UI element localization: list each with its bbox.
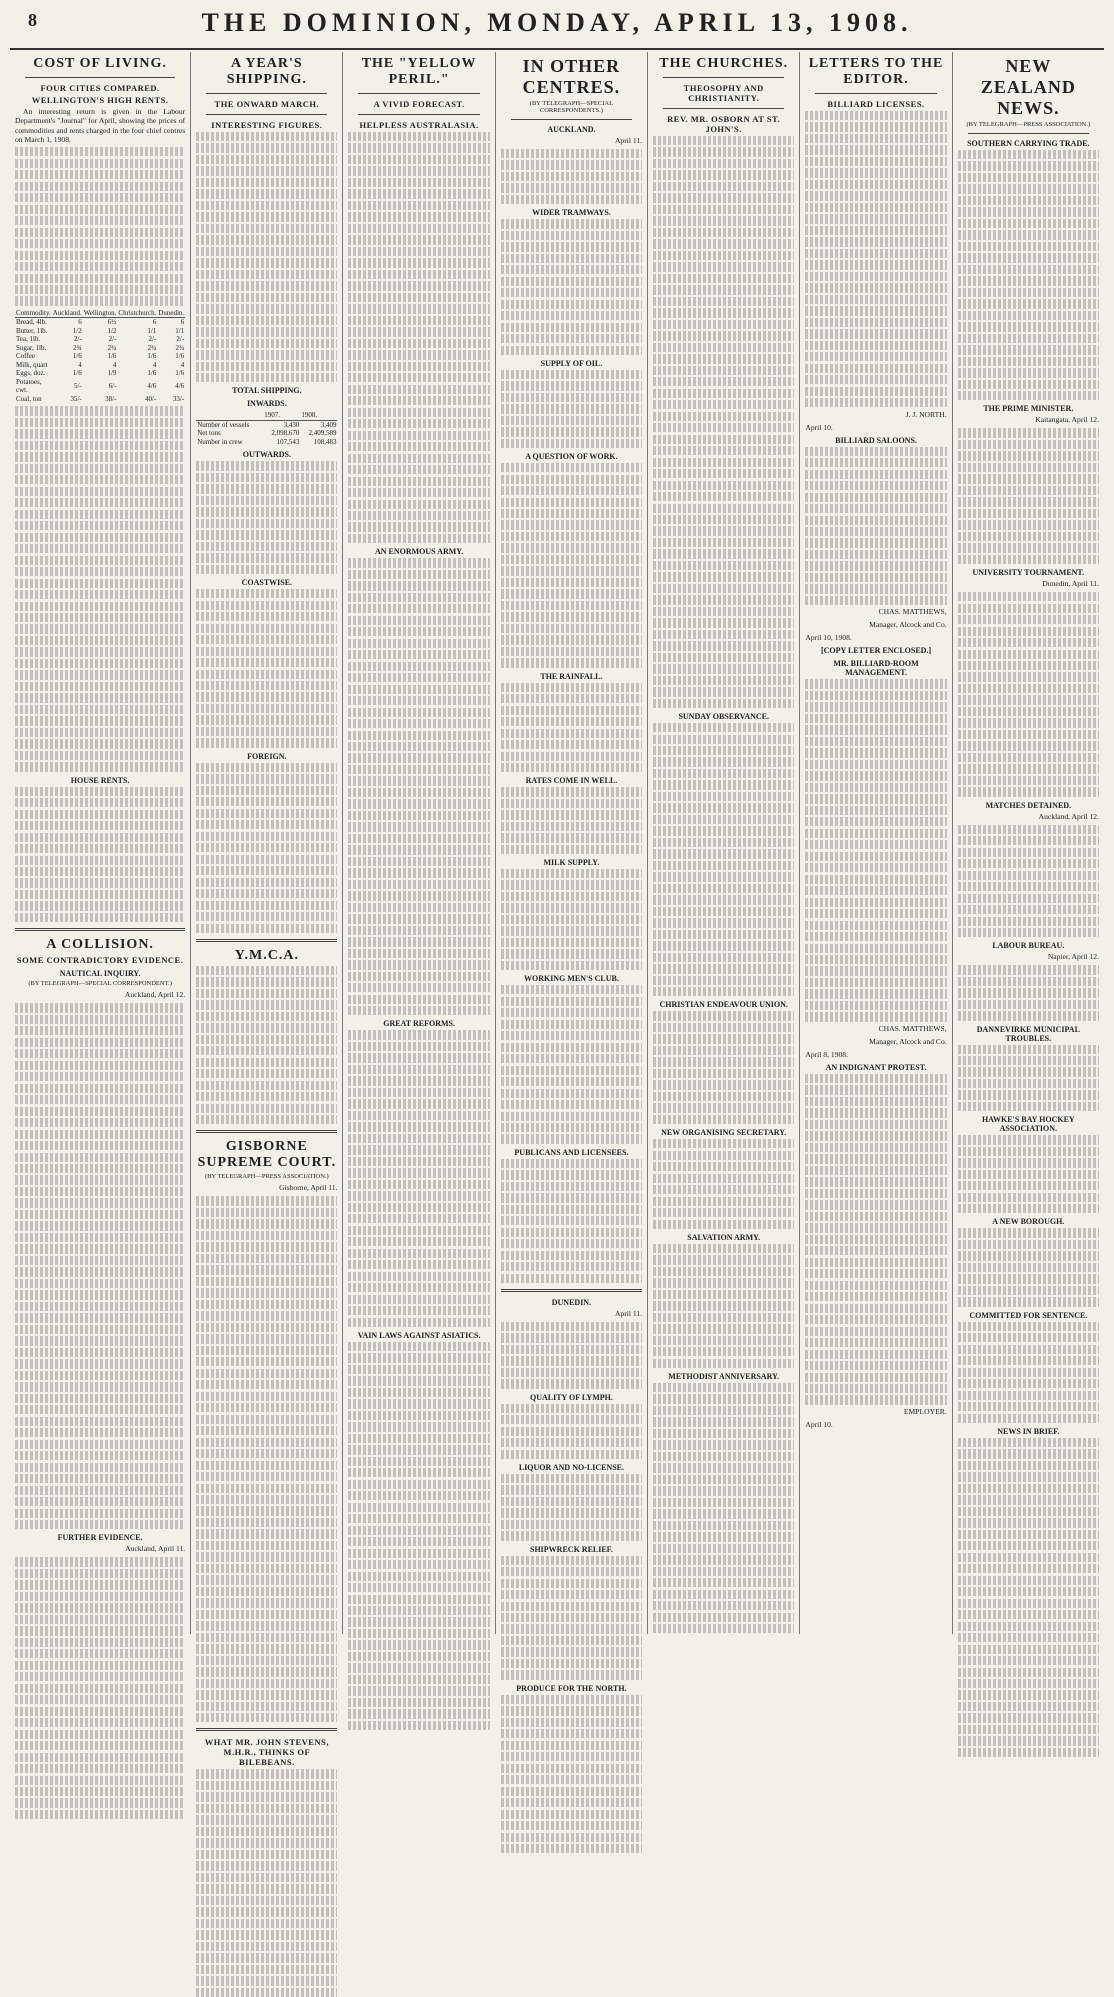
great-reforms-title: GREAT REFORMS.	[383, 1019, 455, 1029]
table-row: Milk, quart 4 4 4 4	[16, 360, 185, 369]
text-lines	[196, 132, 337, 382]
text-lines	[653, 1383, 794, 1633]
table-row: Net tons 2,098,670 2,409,589	[197, 429, 337, 438]
text-lines	[15, 1003, 185, 1529]
signature-north: J. J. NORTH.	[905, 409, 947, 419]
vain-laws-title: VAIN LAWS AGAINST ASIATICS.	[357, 1330, 481, 1340]
text-lines	[958, 965, 1099, 1020]
text-lines	[348, 1030, 489, 1326]
table-header: Wellington.	[83, 308, 117, 317]
university-title: UNIVERSITY TOURNAMENT.	[972, 568, 1085, 578]
table-row: Butter, 1lb. 1/2 1/2 1/1 1/1	[16, 326, 185, 335]
text-lines	[958, 1045, 1099, 1112]
column-nz-news	[953, 52, 1104, 1634]
copy-letter-note: [COPY LETTER ENCLOSED.]	[820, 646, 932, 656]
text-lines	[501, 219, 642, 355]
subhead: SHIPWRECK RELIEF.	[530, 1544, 613, 1554]
shipping-heading: A YEAR'S SHIPPING.	[226, 56, 307, 87]
text-lines	[501, 1404, 642, 1459]
indignant-protest-title: AN INDIGNANT PROTEST.	[825, 1062, 927, 1072]
newspaper-title: THE DOMINION, MONDAY, APRIL 13, 1908.	[201, 8, 913, 37]
auckland-title: AUCKLAND.	[547, 125, 596, 134]
text-lines	[196, 966, 337, 1125]
dunedin-date: April 11.	[614, 1308, 643, 1318]
collision-credit: (BY TELEGRAPH—SPECIAL CORRESPONDENT.)	[28, 980, 172, 988]
text-lines	[501, 1474, 642, 1541]
inwards-title: INWARDS.	[246, 399, 287, 409]
matthews-role: Manager, Alcock and Co.	[869, 620, 947, 630]
house-rents-title: HOUSE RENTS.	[70, 775, 130, 785]
text-lines	[501, 787, 642, 854]
column-other-centres	[496, 52, 648, 1693]
text-lines	[196, 763, 337, 933]
management-title: MR. BILLIARD-ROOM MANAGEMENT.	[833, 659, 919, 678]
commodity-table	[15, 309, 185, 404]
nautical-inquiry-title: NAUTICAL INQUIRY.	[59, 969, 141, 979]
column-letters	[800, 52, 952, 1634]
text-lines	[15, 406, 185, 771]
news-in-brief-title: NEWS IN BRIEF.	[997, 1426, 1060, 1436]
date-april-10-b: April 10.	[805, 1419, 833, 1429]
table-row: Bread, 4lb. 6 6½ 6 6	[16, 318, 185, 327]
labour-dateline: Napier, April 12.	[1047, 952, 1099, 962]
text-lines	[958, 150, 1099, 400]
nz-news-credit: (BY TELEGRAPH—PRESS ASSOCIATION.)	[966, 121, 1091, 128]
billiard-licenses-subheading: BILLIARD LICENSES.	[827, 99, 925, 109]
text-lines	[653, 723, 794, 996]
text-lines	[653, 1244, 794, 1368]
table-row: Number in crew 107,543 108,483	[197, 437, 337, 446]
other-centres-heading: IN OTHER CENTRES.	[522, 56, 621, 97]
text-lines	[805, 679, 946, 1021]
prime-minister-title: THE PRIME MINISTER.	[983, 404, 1074, 414]
column-churches	[648, 52, 800, 1634]
text-lines	[805, 447, 946, 606]
four-cities-subheading: FOUR CITIES COMPARED.	[40, 83, 160, 93]
signature-matthews-2: CHAS. MATTHEWS,	[878, 1023, 947, 1033]
table-row: Potatoes, cwt. 5/- 6/- 4/6 4/6	[16, 377, 185, 395]
subhead: QUALITY OF LYMPH.	[529, 1392, 613, 1402]
text-lines	[958, 1228, 1099, 1306]
nz-news-heading: NEW ZEALAND NEWS.	[980, 56, 1076, 118]
text-lines	[958, 825, 1099, 938]
onward-march-subheading: THE ONWARD MARCH.	[214, 99, 320, 109]
auckland-date: April 11.	[614, 136, 643, 145]
text-lines	[501, 985, 642, 1144]
shipping-table: 1907. 1908. Number of vessels 3,430 3,409 Net tons 2,098,670 2,409,589 Number in crew 107,543 108,483	[197, 411, 337, 446]
text-lines	[348, 558, 489, 1015]
subhead: MILK SUPPLY.	[543, 858, 600, 867]
subhead: SUPPLY OF OIL.	[540, 358, 603, 368]
text-lines	[348, 132, 489, 543]
text-lines	[501, 869, 642, 970]
text-lines	[958, 1322, 1099, 1423]
text-lines	[501, 463, 642, 668]
table-row: Coal, ton 35/- 38/- 40/- 33/-	[16, 394, 185, 403]
yellow-peril-heading: THE "YELLOW PERIL."	[361, 56, 477, 87]
court-dateline: Gisborne, April 11.	[279, 1183, 338, 1193]
sunday-observance-title: SUNDAY OBSERVANCE.	[678, 712, 769, 722]
new-borough-title: A NEW BOROUGH.	[992, 1217, 1065, 1227]
text-lines	[501, 683, 642, 773]
letters-heading: LETTERS TO THE EDITOR.	[808, 56, 944, 87]
enormous-army-title: AN ENORMOUS ARMY.	[374, 547, 464, 557]
text-lines	[501, 149, 642, 204]
masthead	[10, 4, 1104, 50]
subhead: RATES COME IN WELL.	[525, 776, 618, 786]
text-lines	[501, 1695, 642, 1854]
page-number: 8	[28, 10, 37, 30]
hawkes-bay-title: HAWKE'S BAY HOCKEY ASSOCIATION.	[981, 1115, 1075, 1134]
table-row: Number of vessels 3,430 3,409	[197, 420, 337, 429]
outwards-title: OUTWARDS.	[242, 450, 291, 460]
table-header: Dunedin.	[158, 308, 185, 317]
matches-title: MATCHES DETAINED.	[985, 800, 1072, 810]
secretary-title: NEW ORGANISING SECRETARY.	[661, 1128, 787, 1138]
collision-heading: A COLLISION.	[46, 937, 154, 953]
text-lines	[653, 1139, 794, 1229]
ymca-heading: Y.M.C.A.	[234, 947, 299, 963]
endeavour-title: CHRISTIAN ENDEAVOUR UNION.	[659, 1000, 788, 1010]
interesting-figures-subheading: INTERESTING FIGURES.	[211, 120, 323, 130]
columns	[10, 52, 1104, 1768]
signature-employer: EMPLOYER.	[903, 1406, 947, 1416]
uni-dateline: Dunedin, April 11.	[1042, 579, 1099, 589]
text-lines	[15, 787, 185, 923]
date-april-8-1908: April 8, 1908.	[805, 1049, 848, 1059]
subhead: THE RAINFALL.	[540, 671, 603, 681]
table-header: Christchurch.	[118, 308, 157, 317]
text-lines	[958, 428, 1099, 564]
wellington-rents-subheading: WELLINGTON'S HIGH RENTS.	[31, 95, 169, 105]
text-lines	[805, 111, 946, 407]
further-evidence-title: FURTHER EVIDENCE.	[57, 1533, 143, 1543]
text-lines	[958, 1438, 1099, 1757]
text-lines	[15, 147, 185, 306]
subhead: PUBLICANS AND LICENSEES.	[514, 1147, 629, 1157]
text-lines	[805, 1074, 946, 1405]
subhead: PRODUCE FOR THE NORTH.	[516, 1683, 627, 1693]
methodist-title: METHODIST ANNIVERSARY.	[668, 1371, 780, 1381]
text-lines	[15, 1557, 185, 1819]
text-lines	[196, 589, 337, 748]
text-lines	[653, 1011, 794, 1124]
matthews-role-2: Manager, Alcock and Co.	[869, 1036, 947, 1046]
text-lines	[196, 1196, 337, 1722]
pm-dateline: Kaitangata, April 12.	[1035, 415, 1099, 425]
table-header: Auckland.	[52, 308, 82, 317]
collision-dateline: Auckland, April 12.	[124, 990, 186, 1000]
table-row: Sugar, 1lb. 2¾ 2¾ 2¾ 2¾	[16, 343, 185, 352]
text-lines	[501, 370, 642, 448]
text-lines	[501, 1556, 642, 1680]
osborn-subheading: REV. MR. OSBORN AT ST. JOHN'S.	[667, 114, 781, 134]
text-lines	[348, 1342, 489, 1730]
further-dateline: Auckland, April 11.	[125, 1544, 186, 1554]
cost-intro: An interesting return is given in the Labour Department's "Journal" for April, showing the prices of commodities and rents charged in the four chief centres on March 1, 1908.	[15, 107, 186, 144]
theosophy-subheading: THEOSOPHY AND CHRISTIANITY.	[683, 83, 764, 103]
helpless-australasia-subheading: HELPLESS AUSTRALASIA.	[359, 120, 479, 130]
column-yellow-peril	[343, 52, 495, 1634]
court-heading: GISBORNE SUPREME COURT.	[197, 1139, 337, 1171]
dannevirke-title: DANNEVIRKE MUNICIPAL TROUBLES.	[976, 1024, 1080, 1043]
other-centres-credit: (BY TELEGRAPH—SPECIAL CORRESPONDENTS.)	[529, 100, 614, 114]
foreign-title: FOREIGN.	[247, 751, 287, 761]
date-april-10-1908: April 10, 1908.	[805, 633, 852, 643]
carrying-trade-title: SOUTHERN CARRYING TRADE.	[967, 139, 1090, 148]
stevens-heading: WHAT MR. JOHN STEVENS, M.H.R., THINKS OF BILEBEANS.	[204, 1737, 329, 1768]
column-shipping	[191, 52, 343, 1768]
signature-matthews: CHAS. MATTHEWS,	[878, 607, 947, 617]
subhead: LIQUOR AND NO-LICENSE.	[518, 1462, 624, 1472]
collision-subheading: SOME CONTRADICTORY EVIDENCE.	[16, 955, 184, 966]
subhead: WIDER TRAMWAYS.	[532, 208, 611, 218]
text-lines	[196, 461, 337, 574]
table-row: Coffee 1/6 1/6 1/6 1/6	[16, 352, 185, 361]
vivid-forecast-subheading: A VIVID FORECAST.	[373, 99, 465, 109]
cost-of-living-heading: COST OF LIVING.	[33, 56, 167, 71]
table-header: Commodity.	[16, 308, 51, 317]
salvation-army-title: SALVATION ARMY.	[687, 1232, 761, 1242]
committed-title: COMMITTED FOR SENTENCE.	[969, 1310, 1088, 1320]
subhead: A QUESTION OF WORK.	[525, 452, 618, 462]
total-shipping-title: TOTAL SHIPPING.	[232, 386, 302, 396]
date-april-10: April 10.	[805, 422, 833, 432]
subhead: WORKING MEN'S CLUB.	[523, 974, 619, 984]
table-row: Tea, 1lb. 2/- 2/- 2/- 2/-	[16, 335, 185, 344]
table-row: Eggs, doz. 1/6 1/9 1/6 1/6	[16, 369, 185, 378]
text-lines	[653, 136, 794, 708]
text-lines	[958, 1135, 1099, 1213]
text-lines	[196, 1769, 337, 1997]
churches-heading: THE CHURCHES.	[659, 56, 789, 71]
coastwise-title: COASTWISE.	[241, 578, 293, 588]
billiard-saloons-title: BILLIARD SALOONS.	[835, 435, 917, 445]
text-lines	[501, 1159, 642, 1283]
labour-bureau-title: LABOUR BUREAU.	[992, 941, 1065, 951]
text-lines	[958, 592, 1099, 797]
dunedin-title: DUNEDIN.	[551, 1297, 592, 1307]
column-cost-of-living	[10, 52, 191, 1634]
matches-dateline: Auckland, April 12.	[1038, 811, 1099, 821]
court-credit: (BY TELEGRAPH—PRESS ASSOCIATION.)	[204, 1173, 329, 1181]
text-lines	[501, 1322, 642, 1389]
